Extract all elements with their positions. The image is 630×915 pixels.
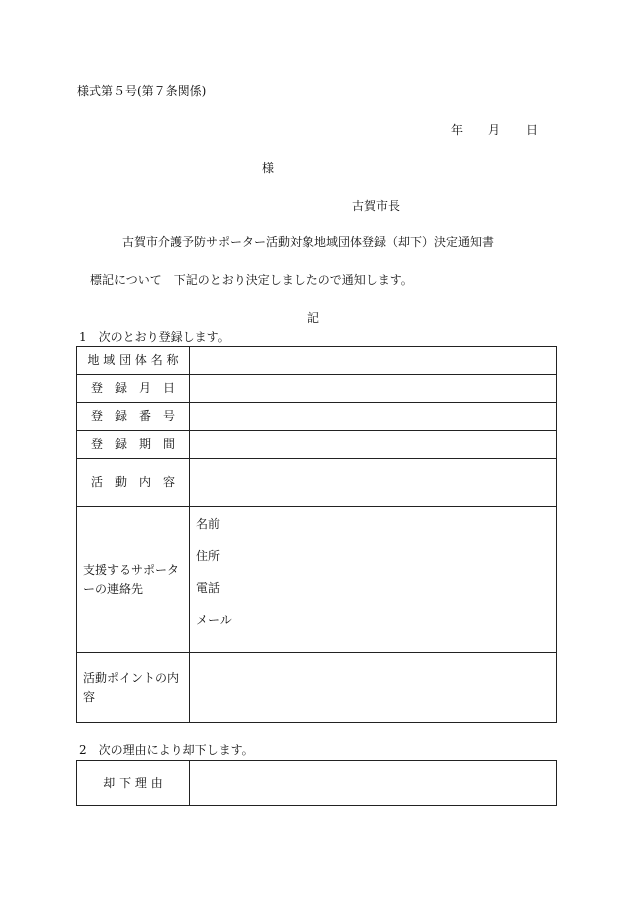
table-row — [77, 507, 557, 653]
ki-mark: 記 — [307, 311, 320, 325]
table-row — [77, 375, 557, 403]
row-label-registration-date: 登 録 月 日 — [77, 375, 190, 403]
registration-table — [76, 346, 557, 723]
table-row — [77, 653, 557, 723]
date-day: 日 — [526, 123, 539, 137]
activity-points-cell — [190, 653, 557, 723]
supporter-contact-cell — [190, 507, 557, 653]
table-row — [77, 431, 557, 459]
addressee-suffix: 様 — [262, 161, 275, 175]
table-row — [77, 403, 557, 431]
section2-heading: 2 次の理由により却下します。 — [79, 743, 254, 757]
row-label-activity: 活 動 内 容 — [77, 459, 190, 507]
issuer-name: 古賀市長 — [352, 199, 401, 213]
registration-period-cell — [190, 431, 557, 459]
registration-date-cell — [190, 375, 557, 403]
contact-field-address: 住所 — [196, 549, 221, 563]
body-text: 標記について 下記のとおり決定しましたので通知します。 — [90, 273, 413, 287]
row-label-rejection-reason: 却 下 理 由 — [77, 761, 190, 806]
contact-field-email: メール — [196, 613, 232, 627]
activity-cell — [190, 459, 557, 507]
document-title: 古賀市介護予防サポーター活動対象地域団体登録（却下）決定通知書 — [122, 235, 495, 249]
row-label-group-name: 地 域 団 体 名 称 — [77, 347, 190, 375]
registration-number-cell — [190, 403, 557, 431]
row-label-activity-points: 活動ポイントの内容 — [77, 653, 190, 723]
row-label-registration-period: 登 録 期 間 — [77, 431, 190, 459]
table-row — [77, 761, 557, 806]
contact-field-name: 名前 — [196, 517, 221, 531]
table-row — [77, 459, 557, 507]
date-year: 年 — [451, 123, 464, 137]
date-month: 月 — [488, 123, 501, 137]
rejection-table — [76, 760, 557, 806]
row-label-supporter-contact: 支援するサポーターの連絡先 — [77, 507, 190, 653]
group-name-cell — [190, 347, 557, 375]
row-label-registration-number: 登 録 番 号 — [77, 403, 190, 431]
table-row — [77, 347, 557, 375]
rejection-reason-cell — [190, 761, 557, 806]
contact-field-phone: 電話 — [196, 581, 221, 595]
form-number: 様式第５号(第７条関係) — [77, 84, 207, 98]
section1-heading: 1 次のとおり登録します。 — [79, 330, 230, 344]
